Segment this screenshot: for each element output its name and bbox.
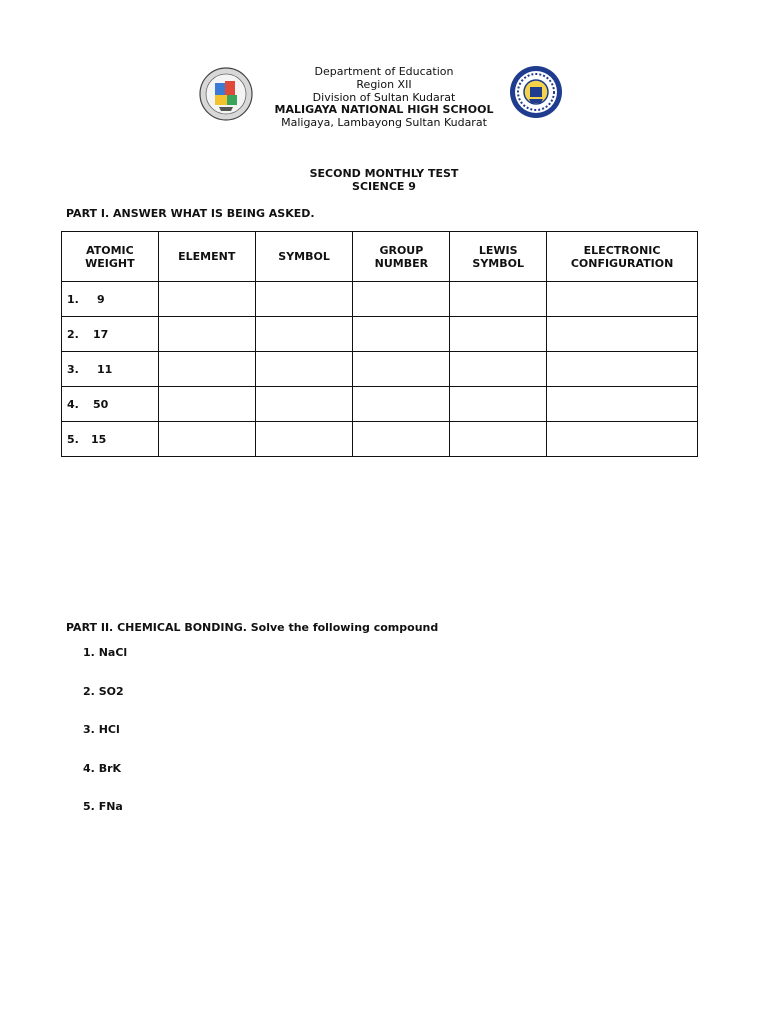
answer-cell[interactable] [158, 422, 255, 457]
school-name: MALIGAYA NATIONAL HIGH SCHOOL [274, 103, 494, 117]
letterhead-text [260, 66, 508, 130]
answer-cell[interactable] [353, 282, 450, 317]
atomic-weight-cell: 3. 11 [62, 352, 159, 387]
answer-cell[interactable] [450, 282, 547, 317]
answer-cell[interactable] [547, 317, 698, 352]
division-name: Division of Sultan Kudarat [312, 90, 456, 104]
column-header: ATOMIC WEIGHT [62, 232, 159, 282]
compound-list [83, 646, 127, 839]
table-row [62, 422, 698, 457]
atomic-weight-cell: 4. 50 [62, 387, 159, 422]
list-item: 4. BrK [83, 761, 122, 775]
division-seal-icon [199, 67, 253, 121]
test-subject: SCIENCE 9 [352, 179, 416, 193]
answer-cell[interactable] [255, 387, 353, 422]
part1-heading: PART I. ANSWER WHAT IS BEING ASKED. [66, 207, 315, 220]
answer-cell[interactable] [158, 282, 255, 317]
column-header: GROUP NUMBER [353, 232, 450, 282]
answer-cell[interactable] [353, 387, 450, 422]
list-item: 3. HCl [83, 723, 120, 736]
region-name: Region XII [356, 77, 412, 91]
answer-cell[interactable] [450, 387, 547, 422]
answer-cell[interactable] [547, 422, 698, 457]
list-item: 2. SO2 [83, 684, 124, 698]
answer-cell[interactable] [255, 282, 353, 317]
table-header-row [62, 232, 698, 282]
test-name: SECOND MONTHLY TEST [309, 167, 459, 180]
list-item: 5. FNa [83, 800, 123, 813]
answer-table [61, 231, 698, 457]
answer-cell[interactable] [158, 317, 255, 352]
answer-cell[interactable] [450, 352, 547, 387]
answer-cell[interactable] [547, 352, 698, 387]
part2-heading: PART II. CHEMICAL BONDING. Solve the following compound [66, 621, 439, 634]
answer-cell[interactable] [158, 387, 255, 422]
column-header: SYMBOL [255, 232, 353, 282]
answer-cell[interactable] [255, 317, 353, 352]
list-item: 1. NaCl [83, 646, 128, 659]
column-header: ELEMENT [158, 232, 255, 282]
atomic-weight-cell: 1. 9 [62, 282, 159, 317]
school-seal-icon [509, 65, 563, 119]
department-name: Department of Education [314, 65, 454, 78]
answer-cell[interactable] [450, 317, 547, 352]
table-row [62, 282, 698, 317]
school-address: Maligaya, Lambayong Sultan Kudarat [281, 116, 487, 130]
atomic-weight-cell: 5. 15 [62, 422, 159, 457]
column-header: LEWIS SYMBOL [450, 232, 547, 282]
answer-cell[interactable] [353, 317, 450, 352]
atomic-weight-cell: 2. 17 [62, 317, 159, 352]
answer-cell[interactable] [255, 422, 353, 457]
table-row [62, 352, 698, 387]
answer-cell[interactable] [353, 352, 450, 387]
answer-cell[interactable] [353, 422, 450, 457]
answer-cell[interactable] [547, 387, 698, 422]
answer-cell[interactable] [158, 352, 255, 387]
answer-cell[interactable] [547, 282, 698, 317]
answer-cell[interactable] [450, 422, 547, 457]
letterhead [0, 64, 768, 134]
table-row [62, 387, 698, 422]
column-header: ELECTRONIC CONFIGURATION [547, 232, 698, 282]
answer-cell[interactable] [255, 352, 353, 387]
test-title [0, 168, 768, 193]
table-row [62, 317, 698, 352]
